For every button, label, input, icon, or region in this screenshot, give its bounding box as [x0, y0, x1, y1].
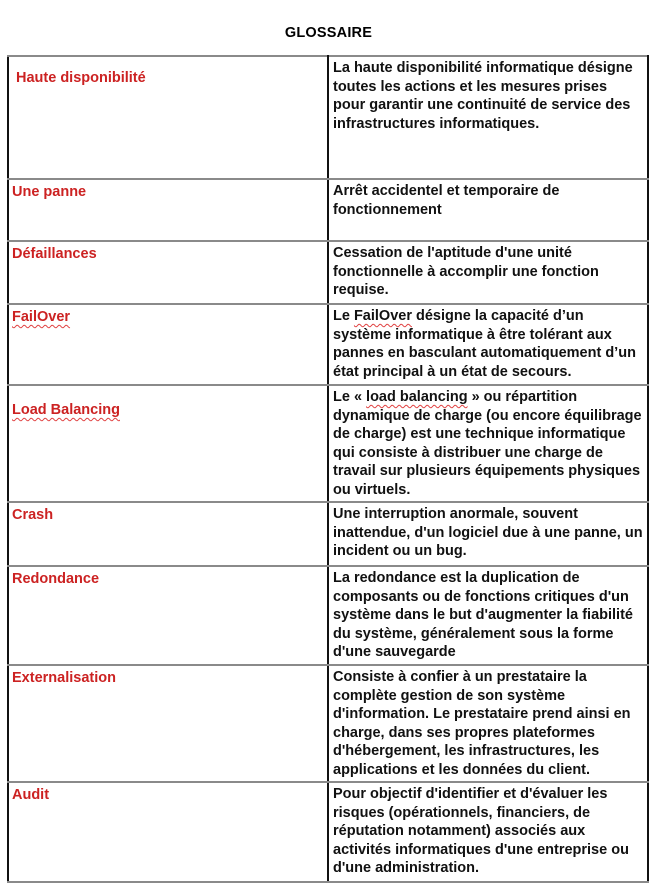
definition-cell [328, 665, 648, 782]
definition-crash: Une interruption anormale, souvent inattendue, d'un logiciel due à une panne, un incident ou un bug. [333, 506, 643, 560]
definition-haute-disponibilite: La haute disponibilité informatique désigne toutes les actions et les mesures prises pour garantir une continuité de service des infrastructures informatiques. [333, 60, 633, 132]
table-row [8, 502, 648, 566]
term-haute-disponibilite: Haute disponibilité [16, 70, 146, 86]
term-failover: FailOver [12, 309, 71, 325]
term-cell [8, 385, 328, 502]
term-redondance: Redondance [12, 571, 100, 587]
page-title: GLOSSAIRE [284, 25, 373, 41]
definition-cell [328, 304, 648, 385]
definition-failover [333, 307, 643, 381]
term-defaillances: Défaillances [12, 246, 97, 262]
definition-audit: Pour objectif d'identifier et d'évaluer les risques (opérationnels, financiers, de réputation notamment) associés aux activités informatiques d'une entreprise ou d'une administration. [333, 786, 629, 877]
definition-cell [328, 502, 648, 566]
definition-defaillances: Cessation de l'aptitude d'une unité fonctionnelle à accomplir une fonction requise. [333, 245, 599, 299]
definition-une-panne: Arrêt accidentel et temporaire de fonctionnement [333, 183, 560, 218]
table-row [8, 665, 648, 782]
definition-text: Le « [333, 389, 367, 405]
term-cell [8, 782, 328, 882]
table-row [8, 566, 648, 665]
term-cell [8, 304, 328, 385]
definition-cell [328, 566, 648, 665]
term-cell [8, 566, 328, 665]
definition-text: désigne la capacité d’un système informatique à être tolérant aux pannes en basculant automatiquement d’un état principal à un état de secours. [333, 308, 636, 380]
definition-externalisation: Consiste à confier à un prestataire la complète gestion de son système d'information. Le prestataire prend ainsi en charge, dans ses propres plateformes d'hébergement, les infrastructures, les applications et les données du client. [333, 669, 631, 778]
term-externalisation: Externalisation [12, 670, 116, 686]
term-crash: Crash [12, 507, 54, 523]
definition-text: » ou répartition dynamique de charge (ou encore équilibrage de charge) est une technique informatique qui consiste à distribuer une charge de travail sur plusieurs équipements physiques ou virtuels. [333, 389, 642, 498]
definition-cell [328, 56, 648, 179]
spellcheck-marked-word: FailOver [353, 308, 412, 324]
table-row [8, 385, 648, 502]
term-cell [8, 665, 328, 782]
spellcheck-marked-word: load balancing [366, 389, 468, 405]
term-audit: Audit [12, 787, 50, 803]
term-load-balancing: Load Balancing [12, 402, 120, 418]
term-cell [8, 241, 328, 304]
definition-cell [328, 385, 648, 502]
definition-load-balancing [333, 388, 643, 500]
table-row [8, 782, 648, 882]
term-cell [8, 56, 328, 179]
table-row [8, 179, 648, 241]
term-cell [8, 502, 328, 566]
term-cell [8, 179, 328, 241]
definition-cell [328, 179, 648, 241]
definition-redondance: La redondance est la duplication de composants ou de fonctions critiques d'un système dans le but d'augmenter la fiabilité du système, généralement sous la forme d'une sauvegarde [333, 570, 633, 661]
table-row [8, 304, 648, 385]
table-row [8, 241, 648, 304]
definition-text: Le [333, 308, 354, 324]
term-une-panne: Une panne [12, 184, 87, 200]
definition-cell [328, 782, 648, 882]
table-row [8, 56, 648, 179]
glossary-table [7, 55, 649, 883]
definition-cell [328, 241, 648, 304]
